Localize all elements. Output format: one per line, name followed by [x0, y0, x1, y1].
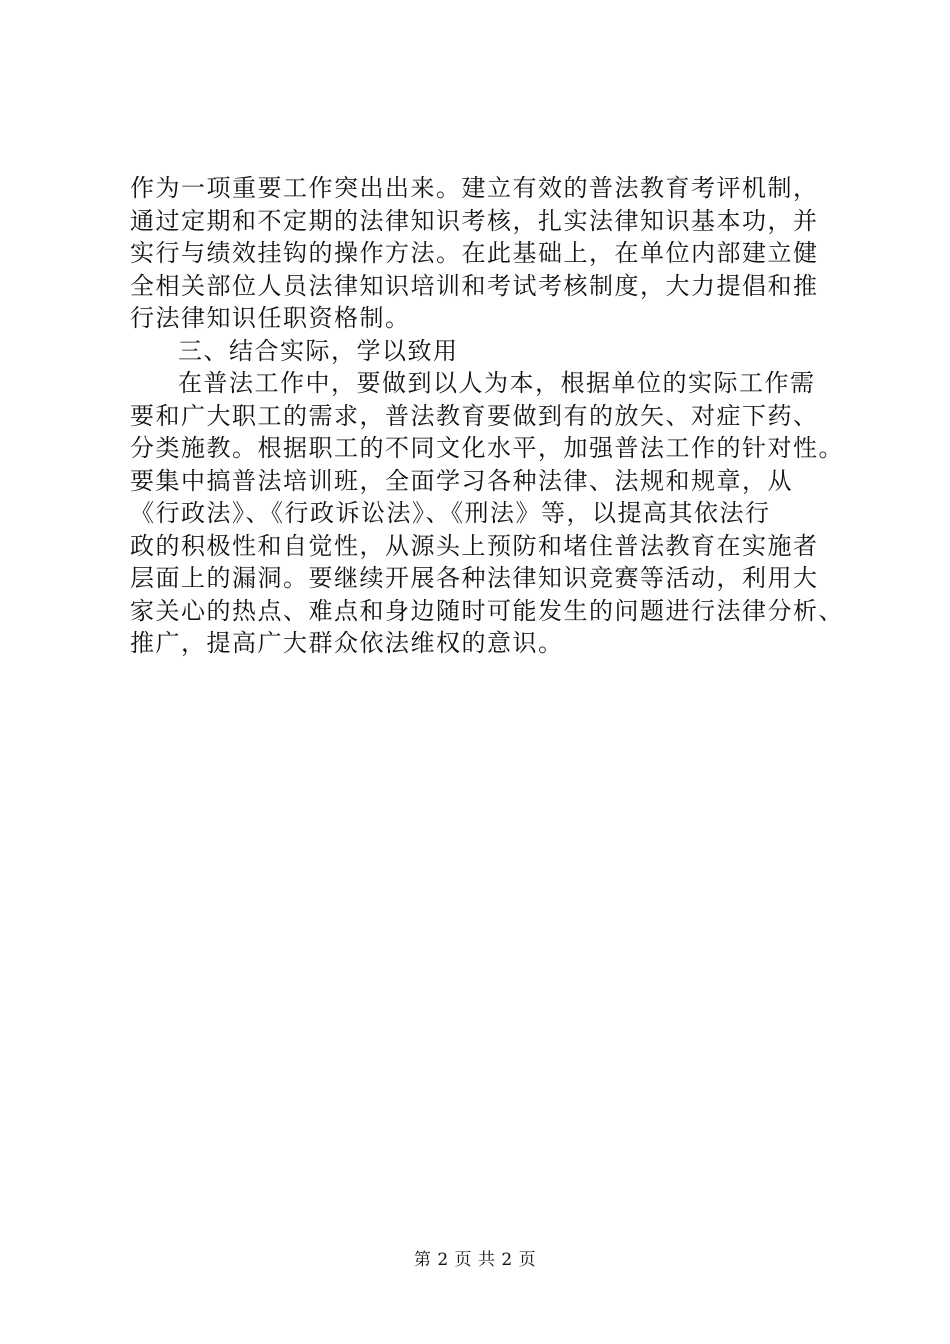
- text-line: 《行政法》、《行政诉讼法》、《刑法》等，以提高其依法行: [130, 499, 771, 527]
- text-line: 全相关部位人员法律知识培训和考试考核制度，大力提倡和推: [130, 271, 819, 300]
- text-line: 家关心的热点、难点和身边随时可能发生的问题进行法律分析、: [130, 596, 844, 625]
- text-line: 分类施教。根据职工的不同文化水平，加强普法工作的针对性。: [130, 434, 844, 462]
- text-line: 层面上的漏洞。要继续开展各种法律知识竞赛等活动，利用大: [130, 564, 819, 592]
- page-number-footer: 第 2 页 共 2 页: [413, 1250, 537, 1270]
- document-body: [130, 172, 870, 660]
- text-line: 政的积极性和自觉性，从源头上预防和堵住普法教育在实施者: [130, 531, 819, 560]
- text-line: 行法律知识任职资格制。: [130, 304, 411, 332]
- text-line: 推广，提高广大群众依法维权的意识。: [130, 629, 564, 657]
- text-line: 要集中搞普法培训班，全面学习各种法律、法规和规章，从: [130, 466, 793, 495]
- text-line: 要和广大职工的需求，普法教育要做到有的放矢、对症下药、: [130, 401, 819, 430]
- text-line: 在普法工作中，要做到以人为本，根据单位的实际工作需: [178, 369, 816, 397]
- section-heading: 三、结合实际，学以致用: [178, 336, 459, 365]
- text-line: 通过定期和不定期的法律知识考核，扎实法律知识基本功，并: [130, 206, 819, 235]
- text-line: 实行与绩效挂钩的操作方法。在此基础上，在单位内部建立健: [130, 239, 819, 267]
- text-line: 作为一项重要工作突出出来。建立有效的普法教育考评机制，: [130, 174, 819, 202]
